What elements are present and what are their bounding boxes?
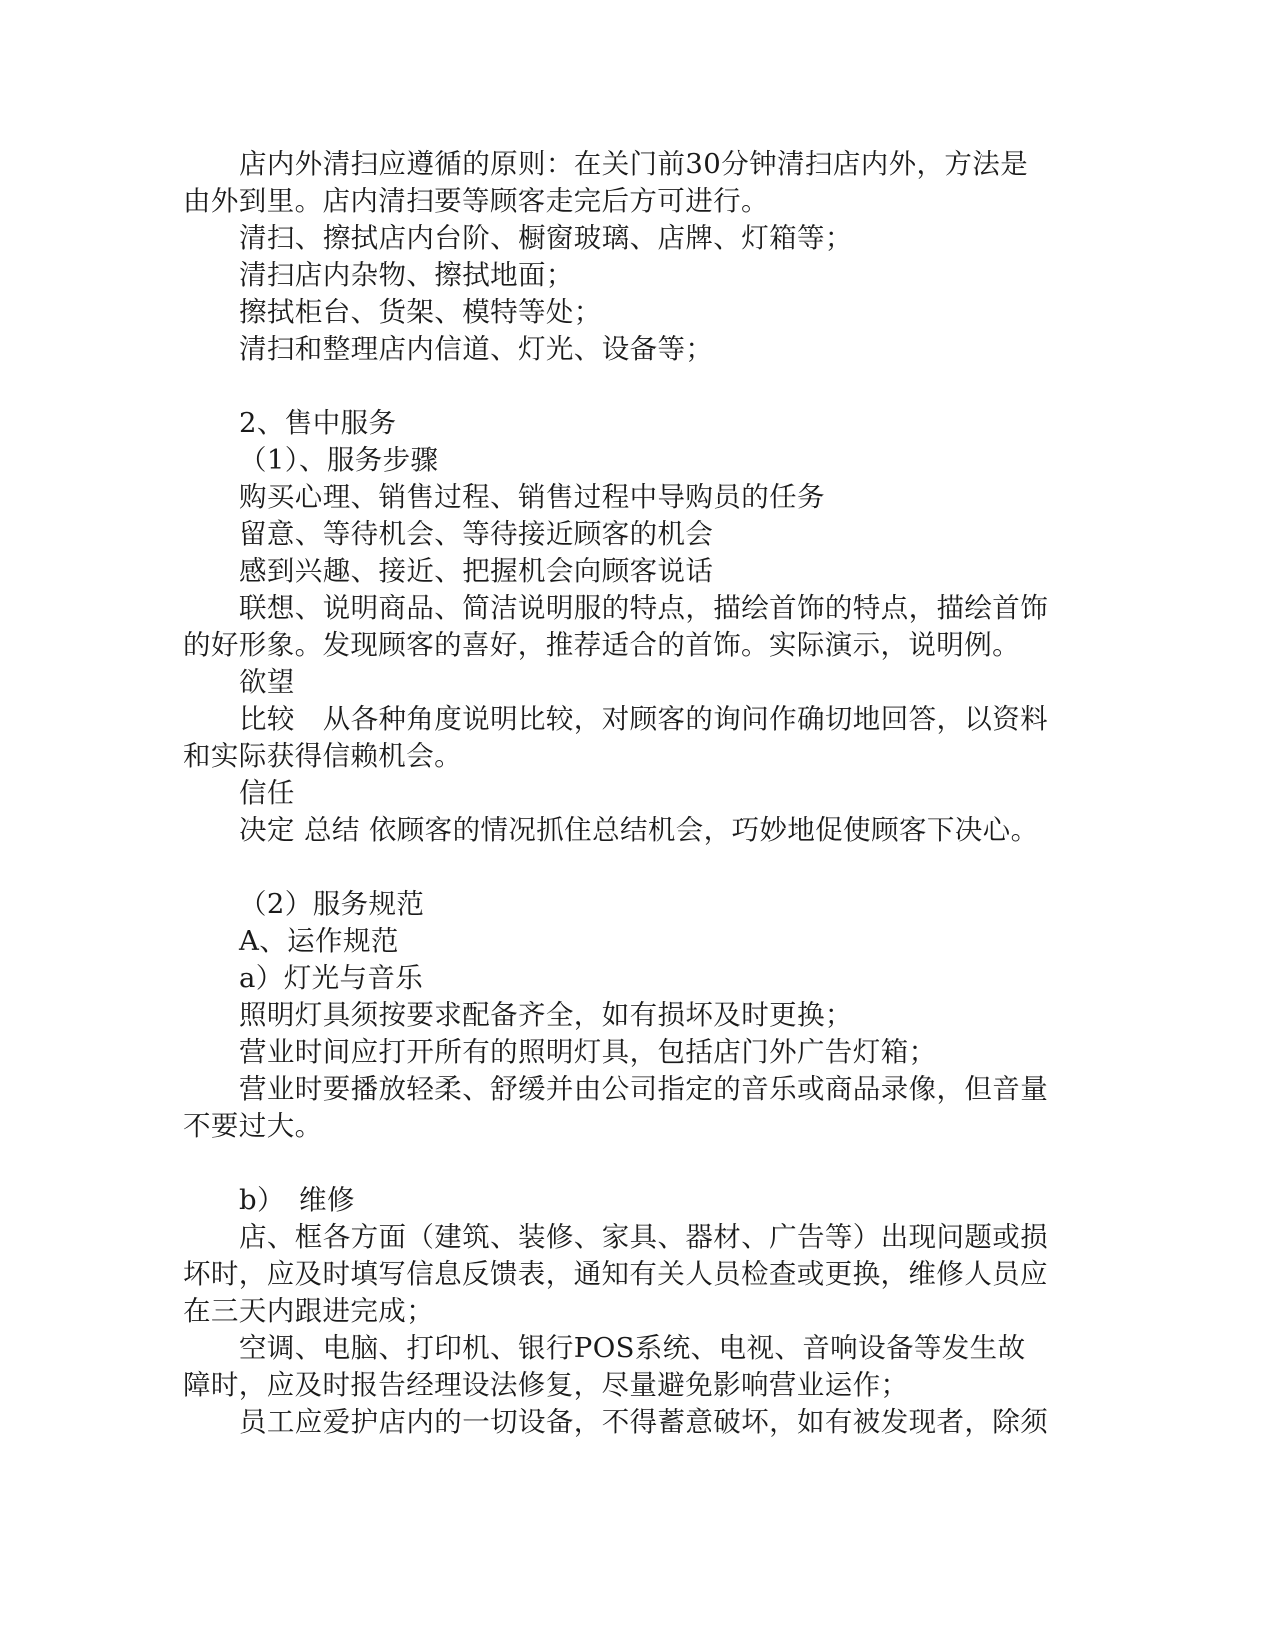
paragraph: 欲望 — [239, 666, 295, 698]
paragraph: （1）、服务步骤 — [239, 444, 439, 476]
paragraph: 信任 — [239, 777, 295, 809]
paragraph: 2、售中服务 — [239, 407, 397, 439]
paragraph: （2）服务规范 — [239, 888, 425, 920]
paragraph: 留意、等待机会、等待接近顾客的机会 — [239, 518, 714, 550]
paragraph: 照明灯具须按要求配备齐全，如有损坏及时更换； — [239, 999, 853, 1031]
paragraph-spacer — [183, 1145, 1053, 1182]
paragraph: 店内外清扫应遵循的原则：在关门前30分钟清扫店内外，方法是由外到里。店内清扫要等顾客走完后方可进行。 — [183, 148, 1029, 217]
paragraph: 清扫店内杂物、擦拭地面； — [239, 259, 574, 291]
paragraph: 清扫、擦拭店内台阶、橱窗玻璃、店牌、灯箱等； — [239, 222, 853, 254]
paragraph-spacer — [183, 368, 1053, 405]
paragraph: 感到兴趣、接近、把握机会向顾客说话 — [239, 555, 714, 587]
paragraph: 决定 总结 依顾客的情况抓住总结机会，巧妙地促使顾客下决心。 — [239, 814, 1039, 846]
paragraph: 员工应爱护店内的一切设备，不得蓄意破坏，如有被发现者，除须 — [239, 1406, 1049, 1438]
paragraph: 营业时要播放轻柔、舒缓并由公司指定的音乐或商品录像，但音量不要过大。 — [183, 1073, 1049, 1142]
paragraph: b） 维修 — [239, 1184, 355, 1216]
document-body — [183, 146, 1053, 1441]
paragraph: A、运作规范 — [239, 925, 399, 957]
paragraph: 店、框各方面（建筑、装修、家具、器材、广告等）出现问题或损坏时，应及时填写信息反馈表，通知有关人员检查或更换，维修人员应在三天内跟进完成； — [183, 1221, 1049, 1327]
paragraph: 清扫和整理店内信道、灯光、设备等； — [239, 333, 714, 365]
paragraph: 空调、电脑、打印机、银行POS系统、电视、音响设备等发生故障时，应及时报告经理设法修复，尽量避免影响营业运作； — [183, 1332, 1026, 1401]
paragraph-spacer — [183, 849, 1053, 886]
paragraph: 擦拭柜台、货架、模特等处； — [239, 296, 602, 328]
paragraph: 营业时间应打开所有的照明灯具，包括店门外广告灯箱； — [239, 1036, 937, 1068]
paragraph: 比较 从各种角度说明比较，对顾客的询问作确切地回答，以资料和实际获得信赖机会。 — [183, 703, 1049, 772]
paragraph: a）灯光与音乐 — [239, 962, 424, 994]
paragraph: 购买心理、销售过程、销售过程中导购员的任务 — [239, 481, 825, 513]
paragraph: 联想、说明商品、简洁说明服的特点，描绘首饰的特点，描绘首饰的好形象。发现顾客的喜好，推荐适合的首饰。实际演示，说明例。 — [183, 592, 1049, 661]
